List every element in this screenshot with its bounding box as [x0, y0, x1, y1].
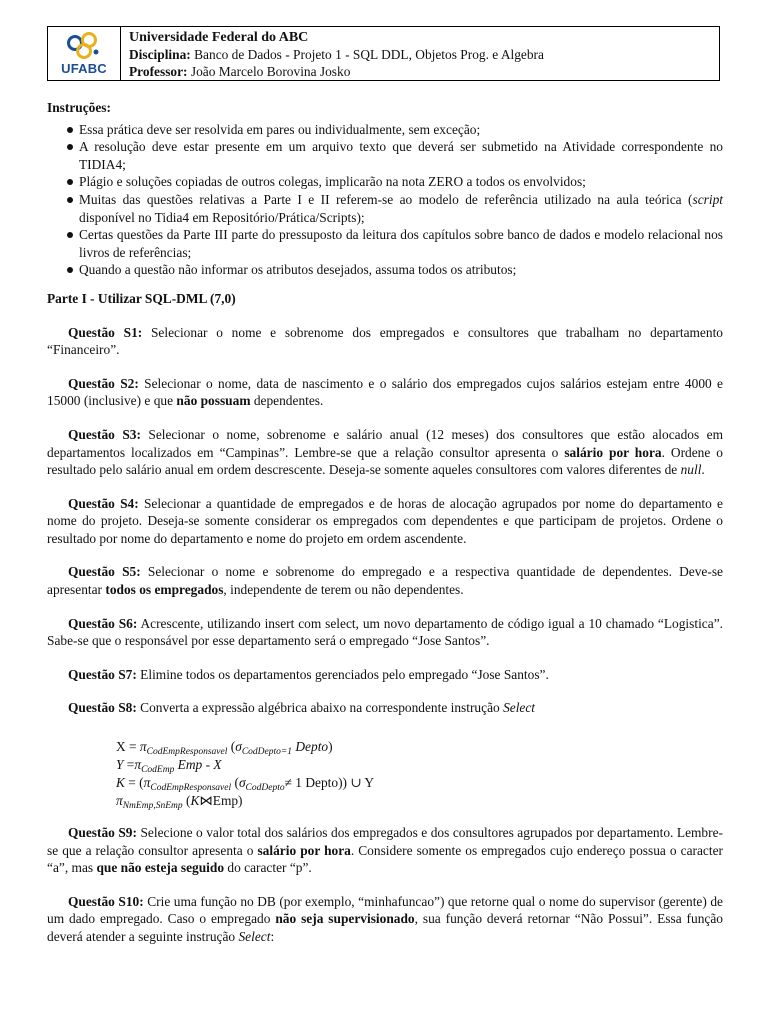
- question-label: Questão S4:: [68, 495, 139, 511]
- algebra-rest: ≠ 1 Depto)) ∪ Y: [284, 775, 375, 791]
- logo-text: UFABC: [61, 61, 107, 76]
- question-s1: [47, 324, 723, 359]
- instruction-text: Muitas das questões relativas a Parte I e II referem-se ao modelo de referência utilizado na aula teórica (: [79, 191, 693, 207]
- pi-symbol: π: [134, 757, 142, 773]
- question-s8: [47, 699, 723, 717]
- question-text: Selecionar o nome, data de nascimento e o salário dos empregados cujos salários estejam entre 4000 e 15000 (inclusive) e que: [47, 375, 723, 409]
- instructions-title: Instruções:: [47, 100, 111, 115]
- question-label: Questão S8:: [68, 700, 137, 716]
- join-symbol: ⋈: [199, 793, 213, 809]
- professor-label: Professor:: [129, 64, 188, 79]
- pi-symbol: π: [116, 793, 123, 809]
- question-label: Questão S3:: [68, 426, 141, 442]
- university-logo: [48, 27, 121, 80]
- question-text: Selecionar o nome, sobrenome e salário anual (12 meses) dos consultores que estão alocados em departamentos localizados em “Campinas”. Lembre-se que a relação consultor apresenta o: [47, 426, 723, 460]
- question-emphasis: não seja supervisionado: [275, 911, 415, 927]
- university-name: Universidade Federal do ABC: [129, 30, 309, 45]
- algebra-line-3: [116, 775, 723, 793]
- ufabc-logo-icon: [64, 30, 104, 62]
- instruction-item: Certas questões da Parte III parte do pressuposto da leitura dos capítulos sobre banco de dados e modelo relacional nos livros de referências;: [47, 226, 723, 261]
- question-s2: [47, 375, 723, 410]
- algebra-lhs: X =: [116, 739, 140, 755]
- question-label: Questão S1:: [68, 324, 143, 340]
- question-text: Converta a expressão algébrica abaixo na correspondente instrução: [136, 700, 504, 716]
- algebra-line-4: [116, 793, 723, 811]
- algebra-lhs: K: [116, 775, 125, 791]
- algebra-line-2: [116, 757, 723, 775]
- question-text: dependentes.: [250, 393, 324, 409]
- question-s3: [47, 426, 723, 479]
- question-text: . Considere somente os empregados cujo endereço possua o caracter “a”, mas: [47, 842, 723, 876]
- question-s7: [47, 666, 723, 684]
- algebra-subscript: CodDepto=1: [241, 747, 293, 758]
- pi-symbol: π: [143, 775, 151, 791]
- question-text: .: [701, 462, 705, 478]
- question-label: Questão S10:: [68, 893, 144, 909]
- question-text: Acrescente, utilizando insert com select, um novo departamento de código igual a 10 chamado “Logistica”. Sabe-se que o responsável por esse departamento será o empregado “Jose Santos”.: [47, 615, 723, 649]
- question-s6: [47, 615, 723, 650]
- algebra-paren: (: [231, 775, 239, 791]
- algebra-equals: = (: [124, 775, 144, 791]
- question-emphasis: salário por hora: [257, 842, 351, 858]
- instruction-text: disponível no Tidia4 em Repositório/Prática/Scripts);: [79, 209, 365, 225]
- question-text: . Ordene o resultado pelo salário anual em ordem descrescente. Deseja-se somente aqueles consultores com valores diferentes de: [47, 444, 723, 478]
- algebra-line-1: [116, 739, 723, 757]
- question-emphasis: salário por hora: [564, 444, 662, 460]
- header-info: [121, 27, 544, 80]
- question-text: Selecione o valor total dos salários dos empregados e dos consultores agrupados por departamento. Lembre-se que a relação consultor apresenta o: [47, 825, 723, 858]
- question-label: Questão S2:: [68, 375, 139, 391]
- algebra-subscript: CodEmp: [141, 765, 175, 776]
- instruction-item: Quando a questão não informar os atributos desejados, assuma todos os atributos;: [47, 261, 723, 279]
- discipline-line: [129, 46, 544, 63]
- question-italic: null: [680, 462, 702, 478]
- sigma-symbol: σ: [235, 739, 242, 755]
- question-emphasis: todos os empregados: [105, 582, 224, 598]
- instruction-item: Plágio e soluções copiadas de outros colegas, implicarão na nota ZERO a todos os envolvidos;: [47, 173, 723, 191]
- professor-line: [129, 63, 544, 80]
- question-text: do caracter “p”.: [224, 860, 312, 876]
- algebra-relation: Depto: [292, 739, 329, 755]
- professor-value: João Marcelo Borovina Josko: [190, 64, 351, 79]
- question-text: Crie uma função no DB (por exemplo, “minhafuncao”) que retorne qual o nome do supervisor (gerente) de um dado empregado. Caso o empregado: [47, 893, 723, 927]
- question-s9: [47, 824, 723, 877]
- algebra-paren: ): [328, 739, 333, 755]
- question-emphasis: que não esteja seguido: [96, 860, 225, 876]
- question-s4: [47, 495, 723, 548]
- question-text: Selecionar o nome e sobrenome dos empregados e consultores que trabalham no departamento “Financeiro”.: [47, 324, 723, 358]
- question-s5: [47, 563, 723, 598]
- question-label: Questão S5:: [68, 564, 141, 580]
- part1-title: Parte I - Utilizar SQL-DML (7,0): [47, 290, 236, 306]
- question-label: Questão S9:: [68, 825, 137, 841]
- algebra-lhs: Y: [116, 757, 124, 773]
- algebra-paren: (: [182, 793, 191, 809]
- algebra-subscript: CodEmpResponsavel: [150, 783, 232, 794]
- instruction-item: Essa prática deve ser resolvida em pares ou individualmente, sem exceção;: [47, 121, 723, 139]
- algebra-expression: [116, 739, 723, 811]
- question-emphasis: não possuam: [176, 393, 251, 409]
- algebra-subscript: CodEmpResponsavel: [146, 747, 228, 758]
- question-text: Selecionar o nome e sobrenome do empregado e a respectiva quantidade de dependentes. Deve-se apresentar: [47, 564, 723, 598]
- algebra-subscript: NmEmp,SnEmp: [122, 801, 183, 812]
- question-label: Questão S6:: [68, 615, 138, 631]
- instruction-item: A resolução deve estar presente em um arquivo texto que deverá ser submetido na Atividade correspondente no TIDIA4;: [47, 138, 723, 173]
- algebra-subscript: CodDepto: [245, 783, 285, 794]
- algebra-equals: =: [123, 757, 135, 773]
- instructions-list: [47, 121, 723, 279]
- algebra-rest: Emp): [212, 793, 243, 809]
- algebra-rest: Emp - X: [174, 757, 222, 773]
- sigma-symbol: σ: [238, 775, 246, 791]
- question-italic: Select: [503, 700, 536, 716]
- document-body: [47, 99, 723, 946]
- document-header: [47, 26, 720, 81]
- discipline-value: Banco de Dados - Projeto 1 - SQL DDL, Objetos Prog. e Algebra: [194, 47, 544, 62]
- question-text: , independente de terem ou não dependentes.: [223, 582, 464, 598]
- instruction-italic: script: [692, 191, 723, 207]
- instruction-item: [47, 191, 723, 226]
- question-s10: [47, 893, 723, 946]
- discipline-label: Disciplina:: [129, 47, 191, 62]
- question-text: Selecionar a quantidade de empregados e de horas de alocação agrupados por nome do departamento e nome do projeto. Deseja-se somente considerar os empregados com dependentes e que participam de projetos. Ordene o resultado por nome do departamento e nome do projeto em ordem ascendente.: [47, 495, 723, 546]
- question-label: Questão S7:: [68, 666, 137, 682]
- question-text: , sua função deverá retornar “Não Possui”. Essa função deverá atender a seguinte instrução: [47, 911, 723, 944]
- question-italic: Select: [238, 929, 271, 944]
- question-text: Elimine todos os departamentos gerenciados pelo empregado “Jose Santos”.: [136, 666, 549, 682]
- algebra-variable: K: [190, 793, 200, 809]
- question-text: :: [270, 929, 275, 944]
- algebra-paren: (: [227, 739, 236, 755]
- pi-symbol: π: [139, 739, 147, 755]
